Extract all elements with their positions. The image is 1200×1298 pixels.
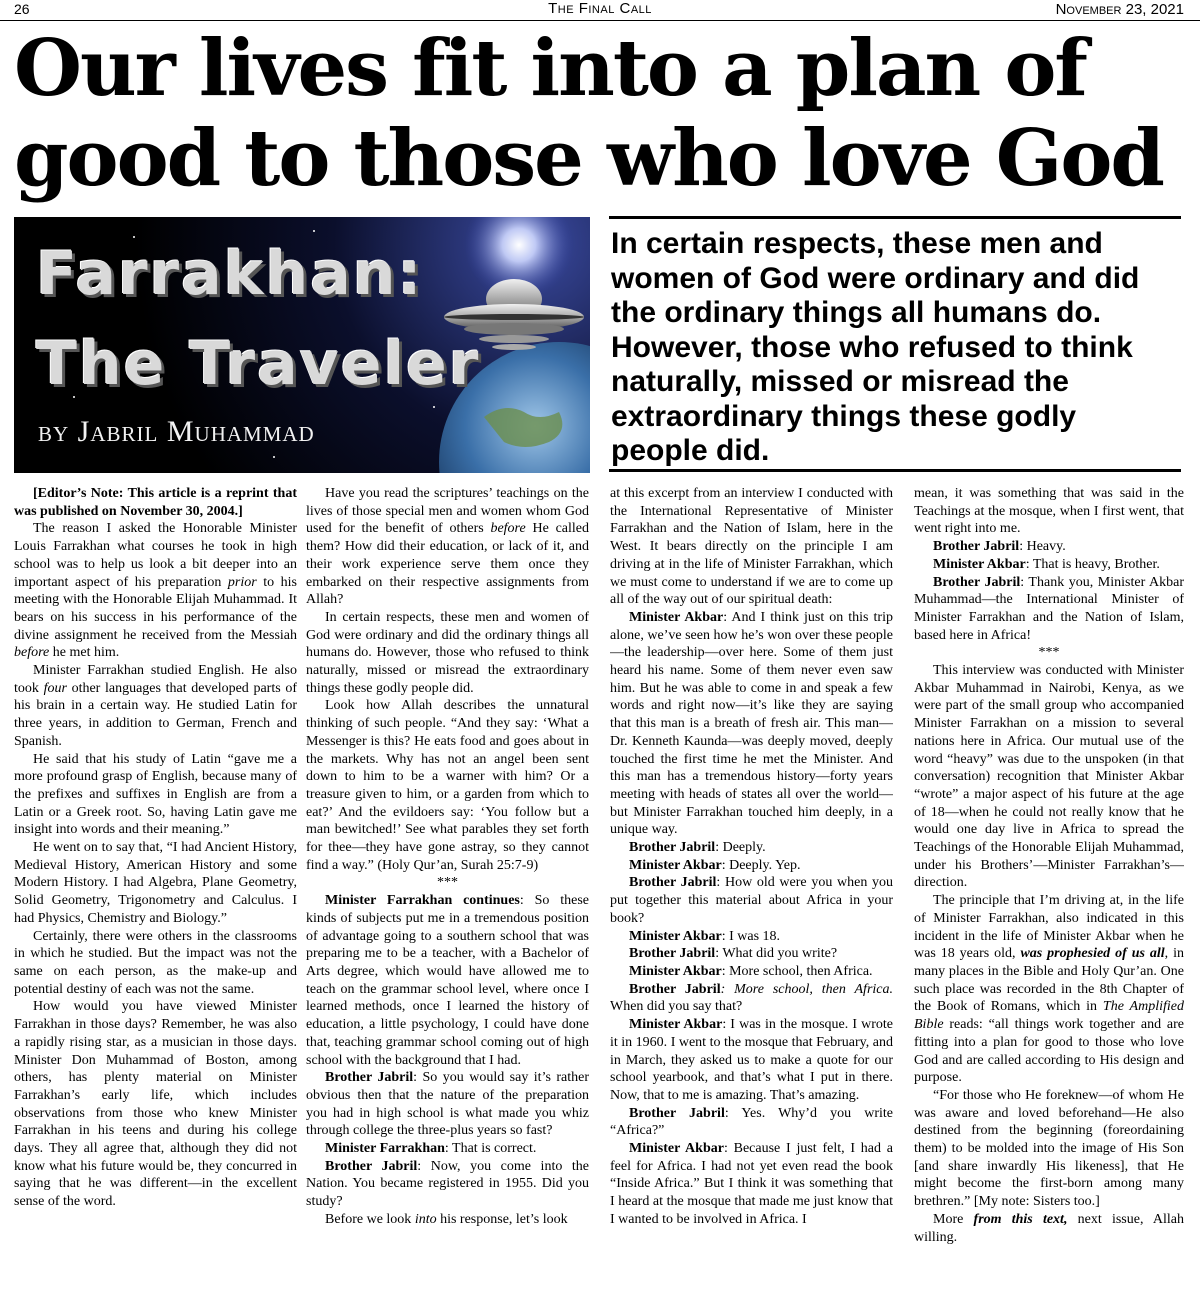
banner-title-line-2: The Traveler — [36, 329, 481, 399]
page-number: 26 — [14, 1, 30, 17]
paragraph: Minister Akbar: I was in the mosque. I wrote it in 1960. I went to the mosque that February, and in March, they asked us to make a quote for our school yearbook, and that’s what I put in there. Now, that to me is amazing. That’s amazing. — [610, 1017, 893, 1103]
paragraph: Before we look into his response, let’s look — [325, 1211, 568, 1227]
paragraph: This interview was conducted with Minister Akbar Muhammad in Nairobi, Kenya, as we were part of the small group who accompanied Minister Farrakhan on a mission to several nations here in Africa. Our mutual use of the word “heavy” was due to the unspoken (in that conversation) recognition that Minister Akbar “wrote” a major aspect of his future at the age of 18—when he could not really know that he would one day live in Africa to spread the Teachings of the Honorable Elijah Muhammad, under his Brothers’—Minister Farrakhan’s—direction. — [914, 663, 1184, 891]
paragraph: at this excerpt from an interview I conducted with the International Representative of Minister Farrakhan and the Nation of Islam, here in the West. It bears directly on the principle I am driving at in the life of Minister Farrakhan, which we must come to understand if we are to come up all of the way out of our spiritual death: — [610, 486, 893, 608]
banner-byline: by Jabril Muhammad — [38, 415, 315, 448]
article-column-2 — [306, 485, 589, 1293]
editor-note: [Editor’s Note: This article is a reprint that was published on November 30, 2004.] — [14, 486, 297, 519]
paragraph: Brother Jabril: Heavy. — [933, 539, 1066, 555]
section-divider: *** — [1038, 645, 1060, 661]
pull-quote: In certain respects, these men and women of God were ordinary and did the ordinary things all humans do. However, those who refused to think naturally, missed or misread the extraordinary things these godly people did. — [609, 216, 1181, 472]
publication-name: The Final Call — [548, 0, 652, 17]
paragraph: Minister Farrakhan continues: So these kinds of subjects put me in a tremendous position of advantage going to a southern school that was preparing me to be a teacher, with a Bachelor of Arts degree, which would have allowed me to teach on the grammar school level, where once I learned methods, once I learned the history of education, a little psychology, I could have done that, teaching grammar school coming out of high school with the background that I had. — [306, 893, 589, 1068]
article-column-4 — [914, 485, 1184, 1293]
banner-title-line-1: Farrakhan: — [36, 239, 424, 309]
paragraph: The principle that I’m driving at, in the life of Minister Farrakhan, also indicated in this incident in the life of Minister Akbar when he was 18 years old, was prophesied of us all, in many places in the Bible and Holy Qur’an. One such place was recorded in the 8th Chapter of the Book of Romans, which in The Amplified Bible reads: “all things work together and are fitting into a plan for good to those who love God and are called according to His design and purpose. — [914, 893, 1184, 1086]
paragraph: Brother Jabril: Now, you come into the Nation. You became registered in 1955. Did you study? — [306, 1158, 589, 1210]
paragraph: In certain respects, these men and women of God were ordinary and did the ordinary things all humans do. However, those who refused to think naturally, missed or misread the extraordinary things these godly people did. — [306, 609, 589, 696]
paragraph: Brother Jabril: Yes. Why’d you write “Africa?” — [610, 1105, 893, 1139]
paragraph: He went on to say that, “I had Ancient History, Medieval History, American History and some Modern History. I had Algebra, Plane Geometry, Solid Geometry, Trigonometry and Calculus. I had Physics, Chemistry and Biology.” — [14, 840, 297, 926]
paragraph: mean, it was something that was said in the Teachings at the mosque, when I first went, that went right into me. — [914, 486, 1184, 537]
paragraph: “For those who He foreknew—of whom He was aware and loved beforehand—He also destined from the beginning (foreordaining them) to be molded into the image of His Son [and share inwardly His likeness], that He might become the first-born among many brethren.” [My note: Sisters too.] — [914, 1087, 1184, 1210]
paragraph: Brother Jabril: How old were you when you put together this material about Africa in your book? — [610, 875, 893, 926]
article-column-3 — [610, 485, 893, 1293]
article-column-1 — [14, 485, 297, 1293]
paragraph: Brother Jabril: Deeply. — [629, 840, 766, 856]
paragraph: Minister Farrakhan studied English. He also took four other languages that developed parts of his brain in a certain way. He studied Latin for three years, in addition to German, French and Spanish. — [14, 663, 297, 749]
paragraph: Minister Akbar: Deeply. Yep. — [629, 857, 801, 873]
headline-line-2: good to those who love God — [14, 113, 1163, 204]
paragraph: He said that his study of Latin “gave me a more profound grasp of English, because many of the prefixes and suffixes in English are from a Latin or a Greek root. So, having Latin gave me insight into words and their meaning.” — [14, 751, 297, 838]
paragraph: Minister Farrakhan: That is correct. — [325, 1141, 537, 1157]
paragraph: The reason I asked the Honorable Minister Louis Farrakhan what courses he took in high school was to help us look a bit deeper into an important aspect of his preparation prior to his meeting with the Honorable Elijah Muhammad. It bears on his success in his performance of the divine assignment he received from the Messiah before he met him. — [14, 521, 297, 661]
star-dot-1 — [133, 236, 135, 238]
issue-date: November 23, 2021 — [1055, 1, 1184, 18]
paragraph: Brother Jabril: Thank you, Minister Akbar Muhammad—the International Minister of Minister Farrakhan and the Nation of Islam, based here in Africa! — [914, 574, 1184, 643]
paragraph: Minister Akbar: I was 18. — [629, 928, 781, 944]
paragraph: Certainly, there were others in the classrooms in which he studied. But the impact was not the same on each person, as the make-up and potential destiny of each was not the same. — [14, 928, 297, 997]
paragraph: Have you read the scriptures’ teachings on the lives of those special men and women whom God used for the benefit of others before He called them? How did their education, or lack of it, and their work experience serve them once they embarked on their respective assignments from Allah? — [306, 486, 589, 608]
section-divider: *** — [437, 875, 458, 891]
paragraph: Brother Jabril: So you would say it’s rather obvious then that the nature of the preparation you had in high school is what made you whiz through college the three-plus years so fast? — [306, 1070, 589, 1139]
paragraph: Brother Jabril: More school, then Africa. When did you say that? — [610, 981, 893, 1015]
paragraph: Brother Jabril: What did you write? — [629, 946, 838, 962]
paragraph: Minister Akbar: And I think just on this trip alone, we’ve seen how he’s won over these people—the leadership—over here. Some of them just heard his name. Some of them never even saw him. But he was able to come in and speak a few words and right now—it’s like they are saying that this man is a breath of fresh air. This man—Dr. Kenneth Kaunda—was deeply moved, deeply touched the first time he met the Minister. And this man has a tremendous history—forty years meeting with heads of states all over the world—but Minister Farrakhan touched him deeply, in a unique way. — [610, 609, 893, 838]
column-banner — [14, 217, 590, 473]
paragraph: Look how Allah describes the unnatural thinking of such people. “And they say: ‘What a Messenger is this? He eats food and goes about in the markets. Why has not an angel been sent down to him to be a warner with him? Or a treasure given to him, or a garden from which to eat?’ And the evildoers say: ‘You follow but a man bewitched!’ See what parables they set forth for thee—they have gone astray, so they cannot find a way.” (Holy Qur’an, Surah 25:7-9) — [306, 698, 589, 873]
paragraph: Minister Akbar: Because I just felt, I had a feel for Africa. I had not yet even read the book “Inside Africa.” But I think it was something that I heard at the mosque that made me just know that I wanted to be involved in Africa. I — [610, 1141, 893, 1227]
headline — [14, 24, 1189, 204]
paragraph: Minister Akbar: More school, then Africa. — [629, 963, 873, 979]
star-dot-3 — [433, 406, 435, 408]
star-dot-5 — [273, 456, 275, 458]
paragraph: More from this text, next issue, Allah willing. — [914, 1211, 1184, 1245]
star-dot-2 — [313, 230, 315, 232]
paragraph: Minister Akbar: That is heavy, Brother. — [933, 556, 1160, 572]
page-header — [0, 0, 1200, 21]
headline-line-1: Our lives fit into a plan of — [14, 23, 1086, 114]
paragraph: How would you have viewed Minister Farrakhan in those days? Remember, he was also a rapidly rising star, as a musician in those days. Minister Don Muhammad of Boston, among others, has plenty material on Minister Farrakhan’s early life, which includes observations from those who knew Minister Farrakhan in his teens and during his college days. They all agree that, although they did not know what his future would be, they concurred in saying that he was different—in the excellent sense of the word. — [14, 999, 297, 1210]
